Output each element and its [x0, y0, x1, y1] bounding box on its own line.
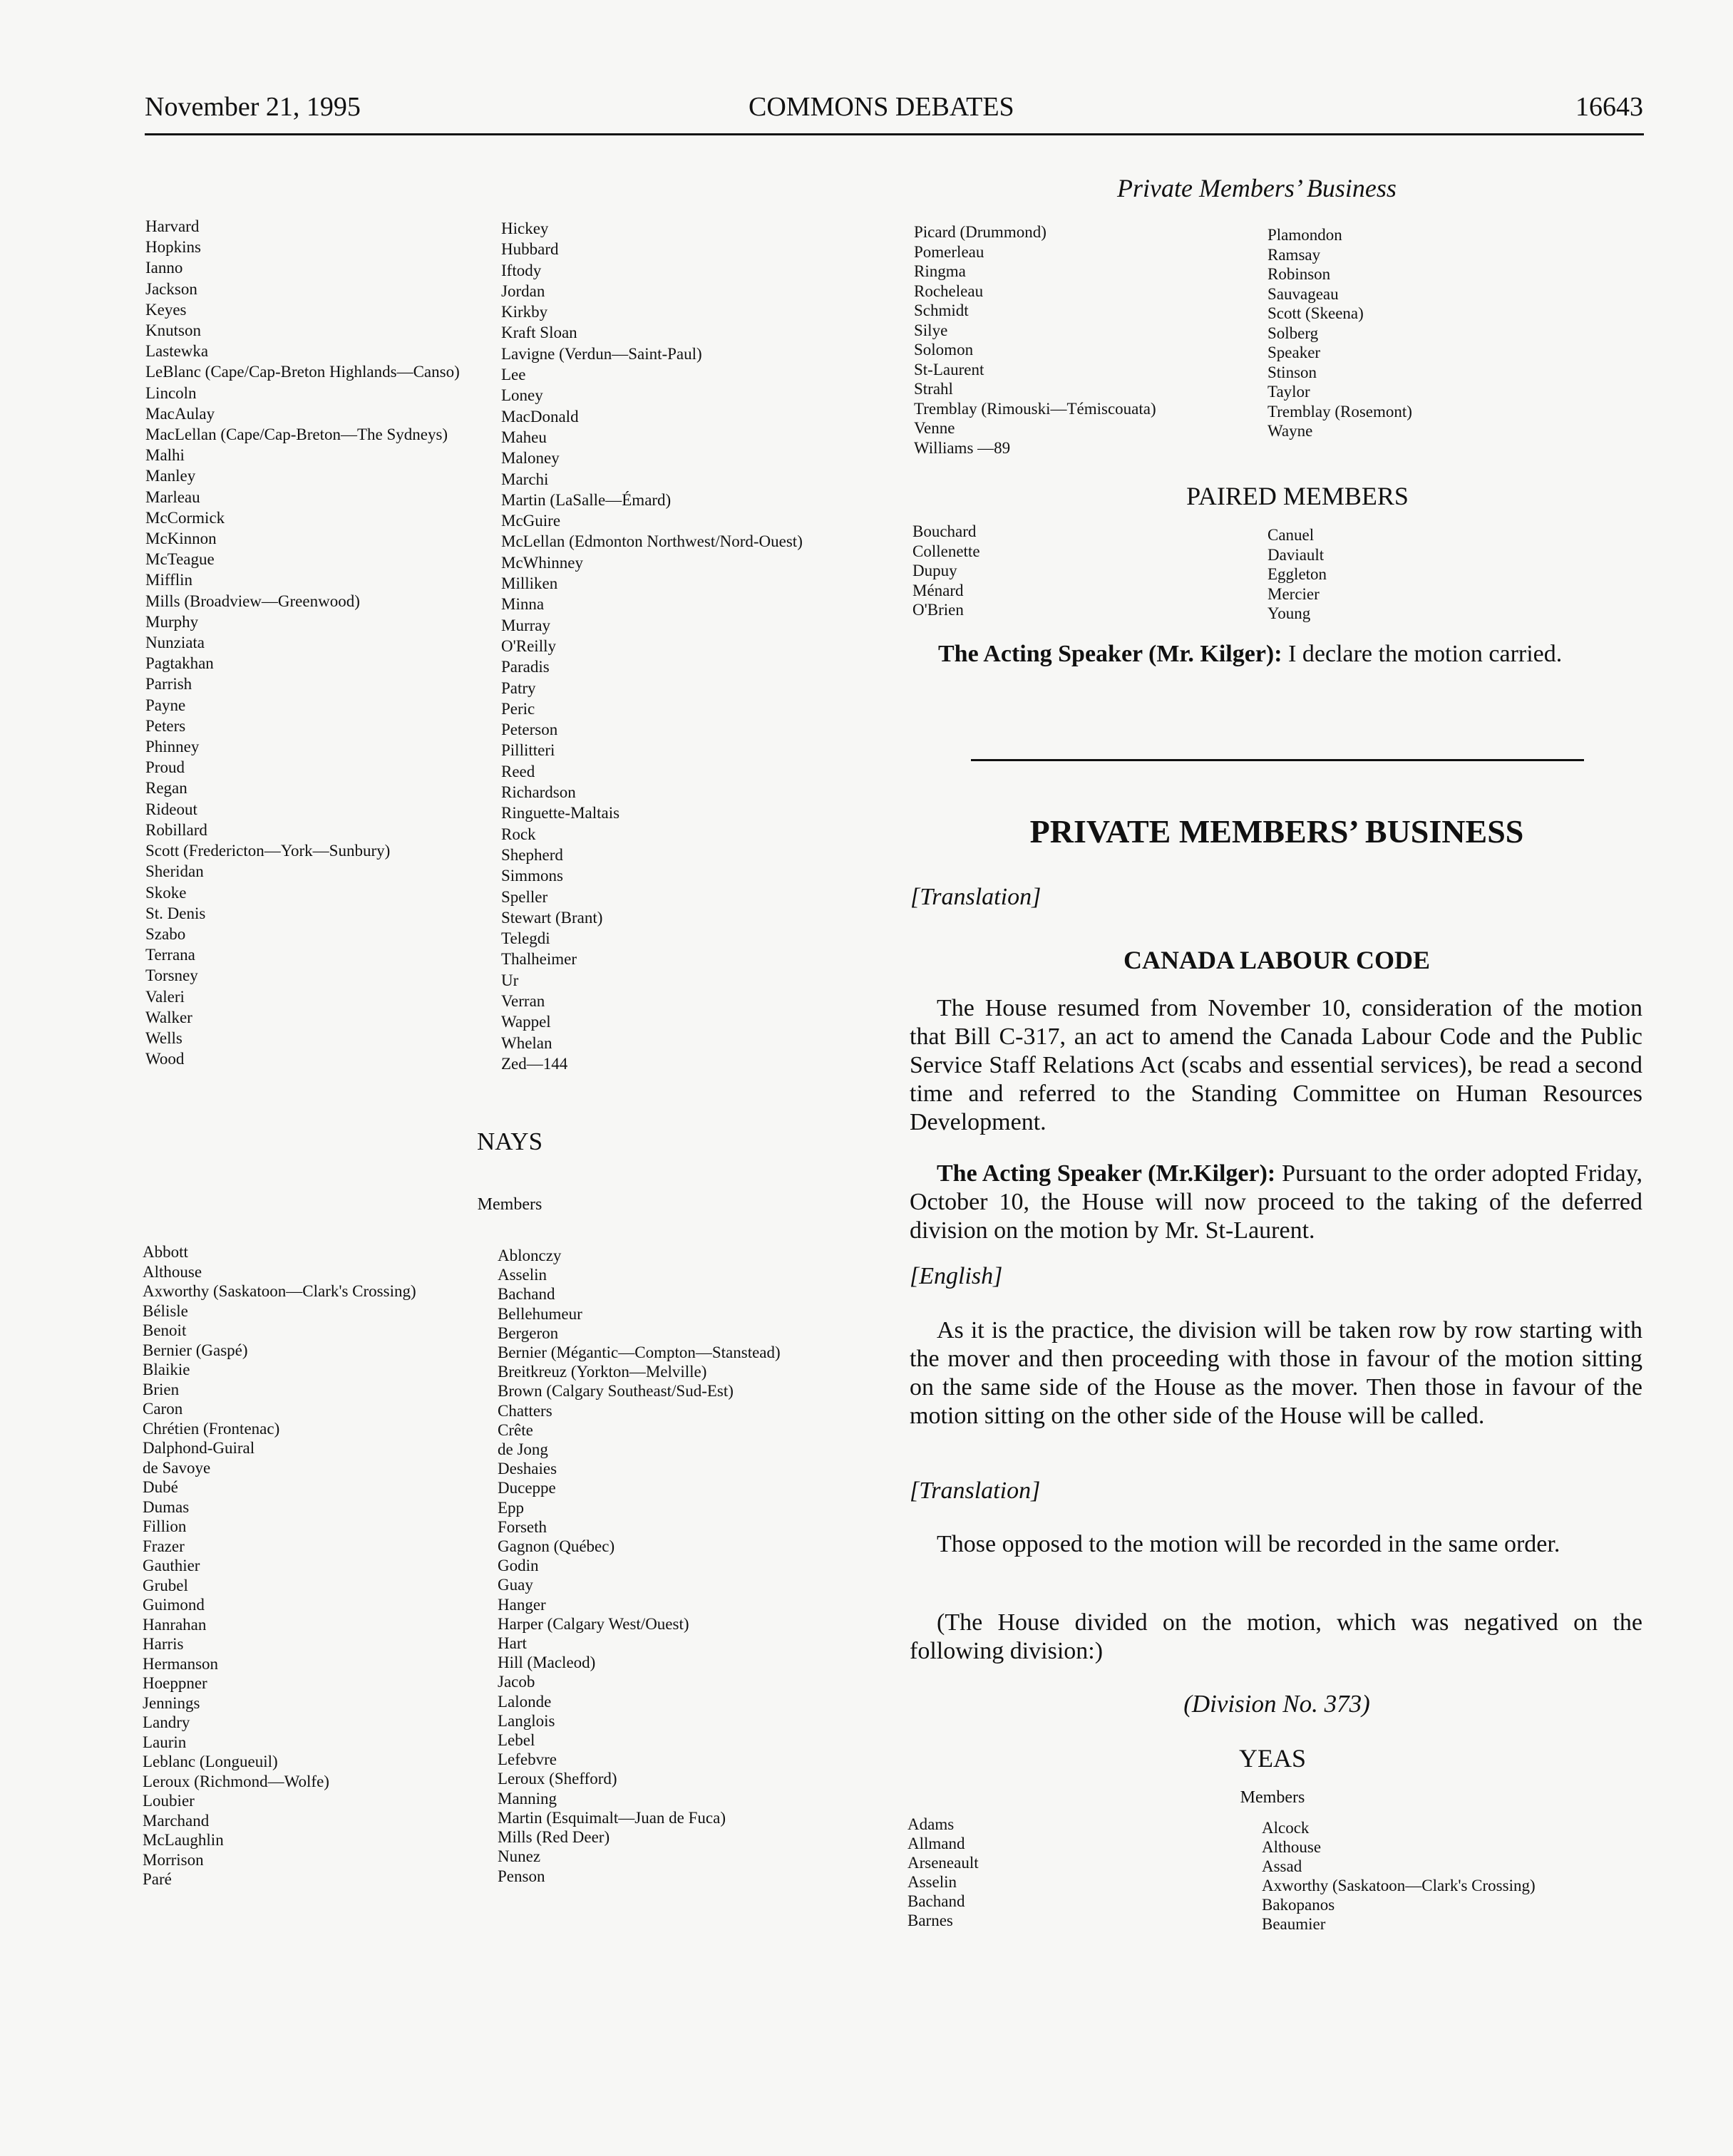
member-name: Speller — [501, 887, 548, 906]
member-name: Langlois — [498, 1711, 555, 1730]
member-name: Adams — [907, 1815, 955, 1833]
member-name: Williams —89 — [914, 438, 1011, 457]
para-practice-text: As it is the practice, the division will be taken row by row starting with the mover and then proceeding with those in favour of the motion sitting on the same side of the House as the mover. Then those in favour of the motion sitting on the other side of the House will be called. — [910, 1317, 1642, 1429]
member-name: Lefebvre — [498, 1750, 557, 1769]
member-name: Lincoln — [145, 383, 197, 402]
member-name: Blaikie — [143, 1361, 190, 1378]
member-name: St. Denis — [145, 904, 206, 922]
member-name: Venne — [914, 419, 955, 437]
member-name: MacLellan (Cape/Cap-Breton—The Sydneys) — [145, 425, 448, 444]
member-name: Pomerleau — [914, 242, 984, 261]
declaration-text: I declare the motion carried. — [1282, 641, 1563, 667]
member-name: Benoit — [143, 1321, 187, 1339]
member-name: Penson — [498, 1867, 545, 1885]
section-divider — [971, 759, 1584, 761]
declaration-paragraph — [911, 640, 1642, 669]
member-name: Jacob — [498, 1673, 535, 1691]
member-name: Marchi — [501, 470, 549, 488]
paired-heading: PAIRED MEMBERS — [1186, 482, 1409, 510]
member-name: Wayne — [1267, 422, 1313, 440]
member-name: Kirkby — [501, 303, 548, 321]
member-name: Terrana — [145, 946, 195, 964]
member-name: Godin — [498, 1557, 539, 1575]
member-name: Nunez — [498, 1847, 541, 1866]
member-name: Landry — [143, 1713, 190, 1731]
member-name: Peters — [145, 716, 186, 735]
member-name: Gagnon (Québec) — [498, 1537, 615, 1556]
member-name: Ramsay — [1267, 245, 1321, 264]
member-name: Robillard — [145, 820, 207, 839]
para-opposed-text: Those opposed to the motion will be recorded in the same order. — [937, 1531, 1560, 1557]
member-name: Richardson — [501, 783, 576, 802]
member-name: Gauthier — [143, 1557, 200, 1574]
member-name: Scott (Fredericton—York—Sunbury) — [145, 842, 391, 860]
nays-continued-left — [914, 222, 1156, 458]
member-name: Picard (Drummond) — [914, 223, 1047, 241]
member-name: Ablonczy — [498, 1247, 562, 1264]
member-name: Althouse — [143, 1262, 202, 1281]
member-name: Guay — [498, 1576, 533, 1594]
section-title: PRIVATE MEMBERS’ BUSINESS — [1029, 813, 1524, 850]
member-name: Alcock — [1262, 1819, 1310, 1837]
paired-left — [912, 522, 980, 620]
member-name: Daviault — [1267, 545, 1325, 564]
yeas-subheading: Members — [1240, 1788, 1305, 1807]
member-name: Rock — [501, 825, 536, 843]
running-head: Private Members’ Business — [1117, 174, 1397, 202]
member-name: Telegdi — [501, 929, 550, 948]
member-name: Paré — [143, 1870, 172, 1888]
member-name: Fillion — [143, 1517, 187, 1535]
member-name: McGuire — [501, 512, 561, 530]
member-name: Lebel — [498, 1731, 535, 1750]
member-name: Valeri — [145, 987, 185, 1006]
header-date: November 21, 1995 — [145, 92, 361, 122]
member-name: Allmand — [907, 1835, 965, 1852]
translation-tag-1: [Translation] — [910, 884, 1042, 910]
member-name: Sauvageau — [1267, 284, 1339, 303]
nays-subheading: Members — [477, 1195, 542, 1214]
member-name: Milliken — [501, 574, 558, 593]
member-name: Robinson — [1267, 265, 1331, 283]
member-name: Jordan — [501, 282, 545, 300]
yeas-left — [907, 1815, 979, 1930]
member-name: McLellan (Edmonton Northwest/Nord-Ouest) — [501, 532, 803, 551]
member-name: Patry — [501, 679, 536, 697]
member-name: Hopkins — [145, 238, 201, 257]
member-name: Parrish — [145, 675, 192, 693]
member-name: Bachand — [498, 1285, 555, 1304]
member-name: Ringuette-Maltais — [501, 804, 620, 822]
member-name: Silye — [914, 321, 948, 339]
yeas-heading: YEAS — [1238, 1744, 1306, 1773]
member-name: Chrétien (Frontenac) — [143, 1419, 280, 1438]
member-name: Harris — [143, 1635, 184, 1653]
member-name: Dumas — [143, 1497, 190, 1516]
member-name: Manley — [145, 467, 196, 485]
member-name: Bernier (Gaspé) — [143, 1341, 248, 1359]
member-name: Laurin — [143, 1733, 187, 1751]
member-name: Asselin — [907, 1873, 957, 1891]
division-label: (Division No. 373) — [1183, 1690, 1370, 1718]
member-name: Iftody — [501, 261, 542, 279]
member-name: Deshaies — [498, 1460, 557, 1478]
declaration-speaker: The Acting Speaker (Mr. Kilger): — [938, 641, 1282, 667]
paired-right — [1267, 525, 1327, 624]
member-name: Loubier — [143, 1792, 195, 1810]
member-name: Chatters — [498, 1401, 552, 1420]
pursuant-speaker: The Acting Speaker (Mr.Kilger): — [937, 1160, 1276, 1187]
member-name: Ianno — [145, 259, 183, 277]
member-name: Asselin — [498, 1266, 547, 1284]
member-name: Martin (LaSalle—Émard) — [501, 490, 672, 509]
member-name: Rideout — [145, 800, 197, 818]
member-name: Bernier (Mégantic—Compton—Stanstead) — [498, 1343, 781, 1362]
para-opposed — [910, 1530, 1642, 1559]
member-name: Plamondon — [1267, 226, 1342, 244]
member-name: Zed—144 — [501, 1054, 568, 1073]
member-name: St-Laurent — [914, 360, 984, 378]
member-name: Simmons — [501, 867, 563, 885]
member-name: Stewart (Brant) — [501, 908, 603, 927]
member-name: Bachand — [907, 1892, 965, 1910]
member-name: Thalheimer — [501, 950, 577, 969]
member-name: Hart — [498, 1634, 527, 1653]
translation-tag-2: [Translation] — [910, 1477, 1041, 1504]
member-name: Mercier — [1267, 584, 1320, 603]
member-name: Martin (Esquimalt—Juan de Fuca) — [498, 1808, 726, 1827]
member-name: Loney — [501, 386, 543, 405]
member-name: Phinney — [145, 738, 200, 756]
member-name: McWhinney — [501, 553, 583, 572]
member-name: Tremblay (Rosemont) — [1267, 402, 1412, 421]
member-name: McCormick — [145, 508, 225, 527]
member-name: Guimond — [143, 1596, 205, 1614]
member-name: Torsney — [145, 966, 198, 985]
member-name: Peric — [501, 699, 535, 718]
member-name: Lavigne (Verdun—Saint-Paul) — [501, 344, 702, 363]
member-name: Brown (Calgary Southeast/Sud-Est) — [498, 1382, 734, 1401]
member-name: Keyes — [145, 300, 187, 319]
member-name: Shepherd — [501, 845, 563, 864]
member-name: Harvard — [145, 217, 200, 235]
member-name: Harper (Calgary West/Ouest) — [498, 1614, 689, 1633]
member-name: O'Brien — [912, 601, 964, 619]
member-name: Bellehumeur — [498, 1304, 582, 1323]
member-name: Lee — [501, 366, 526, 384]
member-name: Solberg — [1267, 324, 1319, 342]
member-name: Bouchard — [912, 522, 977, 540]
english-tag: [English] — [910, 1263, 1003, 1289]
member-name: Young — [1267, 604, 1311, 622]
member-name: Arseneault — [907, 1854, 979, 1872]
member-name: Jennings — [143, 1693, 200, 1712]
member-name: Lastewka — [145, 342, 209, 361]
member-name: Breitkreuz (Yorkton—Melville) — [498, 1363, 707, 1381]
yeas-continued-right — [501, 218, 803, 1074]
member-name: Szabo — [145, 924, 186, 943]
member-name: Nunziata — [145, 634, 205, 652]
member-name: Crête — [498, 1420, 533, 1439]
member-name: McKinnon — [145, 530, 217, 548]
member-name: Abbott — [143, 1243, 188, 1261]
member-name: Duceppe — [498, 1479, 556, 1497]
para-resumed-text: The House resumed from November 10, consideration of the motion that Bill C-317, an act to amend the Canada Labour Code and the Public Service Staff Relations Act (scabs and essential services), be read a second time and referred to the Standing Committee on Human Resources Development. — [910, 995, 1642, 1135]
member-name: Mills (Red Deer) — [498, 1828, 610, 1847]
member-name: Solomon — [914, 341, 974, 359]
page-number: 16643 — [1575, 92, 1643, 122]
member-name: Axworthy (Saskatoon—Clark's Crossing) — [1262, 1877, 1536, 1894]
member-name: Strahl — [914, 380, 953, 398]
member-name: Axworthy (Saskatoon—Clark's Crossing) — [143, 1282, 416, 1300]
member-name: Proud — [145, 758, 185, 777]
member-name: Peterson — [501, 721, 558, 739]
member-name: Bélisle — [143, 1301, 188, 1320]
member-name: de Savoye — [143, 1458, 211, 1477]
header-rule — [145, 133, 1644, 135]
member-name: Manning — [498, 1789, 557, 1807]
member-name: Bergeron — [498, 1324, 559, 1342]
member-name: Kraft Sloan — [501, 324, 577, 342]
member-name: Epp — [498, 1498, 525, 1517]
member-name: Collenette — [912, 542, 980, 560]
member-name: Mills (Broadview—Greenwood) — [145, 592, 360, 610]
pursuant-text: Pursuant to the order adopted Friday, October 10, the House will now proceed to the taking of the deferred division on the motion by Mr. St-Laurent. — [910, 1160, 1642, 1244]
member-name: MacAulay — [145, 404, 215, 423]
member-name: Barnes — [907, 1912, 953, 1929]
nays-left — [143, 1242, 416, 1889]
member-name: Malhi — [145, 446, 185, 465]
member-name: Grubel — [143, 1576, 188, 1594]
member-name: Ménard — [912, 581, 964, 599]
member-name: Regan — [145, 779, 187, 798]
member-name: Morrison — [143, 1850, 204, 1869]
member-name: Whelan — [501, 1033, 552, 1052]
para-divided-text: (The House divided on the motion, which was negatived on the following division:) — [910, 1609, 1642, 1664]
member-name: Payne — [145, 696, 186, 714]
member-name: Paradis — [501, 658, 550, 676]
member-name: LeBlanc (Cape/Cap-Breton Highlands—Canso) — [145, 363, 460, 381]
member-name: Ur — [501, 971, 519, 989]
para-pursuant — [910, 1160, 1642, 1245]
member-name: Marleau — [145, 488, 200, 506]
member-name: Forseth — [498, 1517, 547, 1536]
nays-continued-right — [1267, 225, 1412, 441]
member-name: Minna — [501, 595, 545, 614]
member-name: Schmidt — [914, 301, 969, 319]
member-name: Leblanc (Longueuil) — [143, 1753, 278, 1770]
member-name: Hoeppner — [143, 1674, 207, 1692]
member-name: Leroux (Richmond—Wolfe) — [143, 1772, 329, 1790]
member-name: McLaughlin — [143, 1831, 224, 1849]
member-name: Maheu — [501, 428, 547, 446]
member-name: Hubbard — [501, 240, 559, 259]
subsection-title: CANADA LABOUR CODE — [1123, 946, 1431, 974]
nays-heading: NAYS — [476, 1128, 543, 1155]
member-name: Jackson — [145, 279, 197, 298]
member-name: Murphy — [145, 612, 199, 631]
para-resumed — [910, 994, 1642, 1137]
member-name: Bakopanos — [1262, 1896, 1335, 1914]
member-name: Rocheleau — [914, 282, 984, 300]
yeas-right — [1262, 1818, 1536, 1934]
member-name: Mifflin — [145, 571, 193, 589]
member-name: McTeague — [145, 550, 215, 569]
para-divided — [910, 1609, 1642, 1666]
nays-right — [498, 1246, 781, 1886]
member-name: Hill (Macleod) — [498, 1654, 596, 1672]
member-name: Brien — [143, 1380, 180, 1398]
member-name: Pagtakhan — [145, 654, 214, 673]
member-name: Dalphond-Guiral — [143, 1439, 255, 1457]
member-name: Taylor — [1267, 383, 1310, 401]
member-name: Marchand — [143, 1811, 210, 1830]
member-name: de Jong — [498, 1440, 548, 1459]
member-name: Hanger — [498, 1595, 546, 1614]
member-name: Ringma — [914, 262, 966, 280]
para-practice — [910, 1316, 1642, 1430]
member-name: Assad — [1262, 1857, 1302, 1875]
member-name: Walker — [145, 1008, 192, 1026]
member-name: Stinson — [1267, 363, 1317, 381]
member-name: Skoke — [145, 883, 187, 902]
member-name: Sheridan — [145, 862, 204, 881]
member-name: O'Reilly — [501, 636, 556, 655]
member-name: Knutson — [145, 321, 201, 340]
member-name: Wells — [145, 1028, 182, 1047]
member-name: Speaker — [1267, 344, 1321, 361]
member-name: Scott (Skeena) — [1267, 304, 1364, 322]
member-name: Beaumier — [1262, 1915, 1326, 1933]
member-name: Hermanson — [143, 1654, 219, 1673]
member-name: Pillitteri — [501, 741, 555, 760]
member-name: Reed — [501, 762, 535, 780]
member-name: Leroux (Shefford) — [498, 1770, 617, 1788]
member-name: MacDonald — [501, 407, 579, 425]
member-name: Frazer — [143, 1537, 185, 1555]
member-name: Hickey — [501, 220, 549, 237]
member-name: Lalonde — [498, 1692, 552, 1711]
member-name: Canuel — [1267, 526, 1315, 544]
member-name: Wood — [145, 1050, 185, 1068]
member-name: Dupuy — [912, 562, 957, 579]
member-name: Murray — [501, 616, 550, 634]
member-name: Caron — [143, 1400, 183, 1418]
header-title: COMMONS DEBATES — [749, 92, 1014, 122]
member-name: Hanrahan — [143, 1615, 207, 1634]
member-name: Maloney — [501, 449, 560, 468]
member-name: Verran — [501, 991, 545, 1010]
member-name: Althouse — [1262, 1838, 1322, 1856]
member-name: Wappel — [501, 1013, 551, 1031]
yeas-continued-left — [145, 216, 460, 1069]
member-name: Eggleton — [1267, 565, 1327, 583]
member-name: Tremblay (Rimouski—Témiscouata) — [914, 399, 1156, 418]
member-name: Dubé — [143, 1478, 178, 1496]
